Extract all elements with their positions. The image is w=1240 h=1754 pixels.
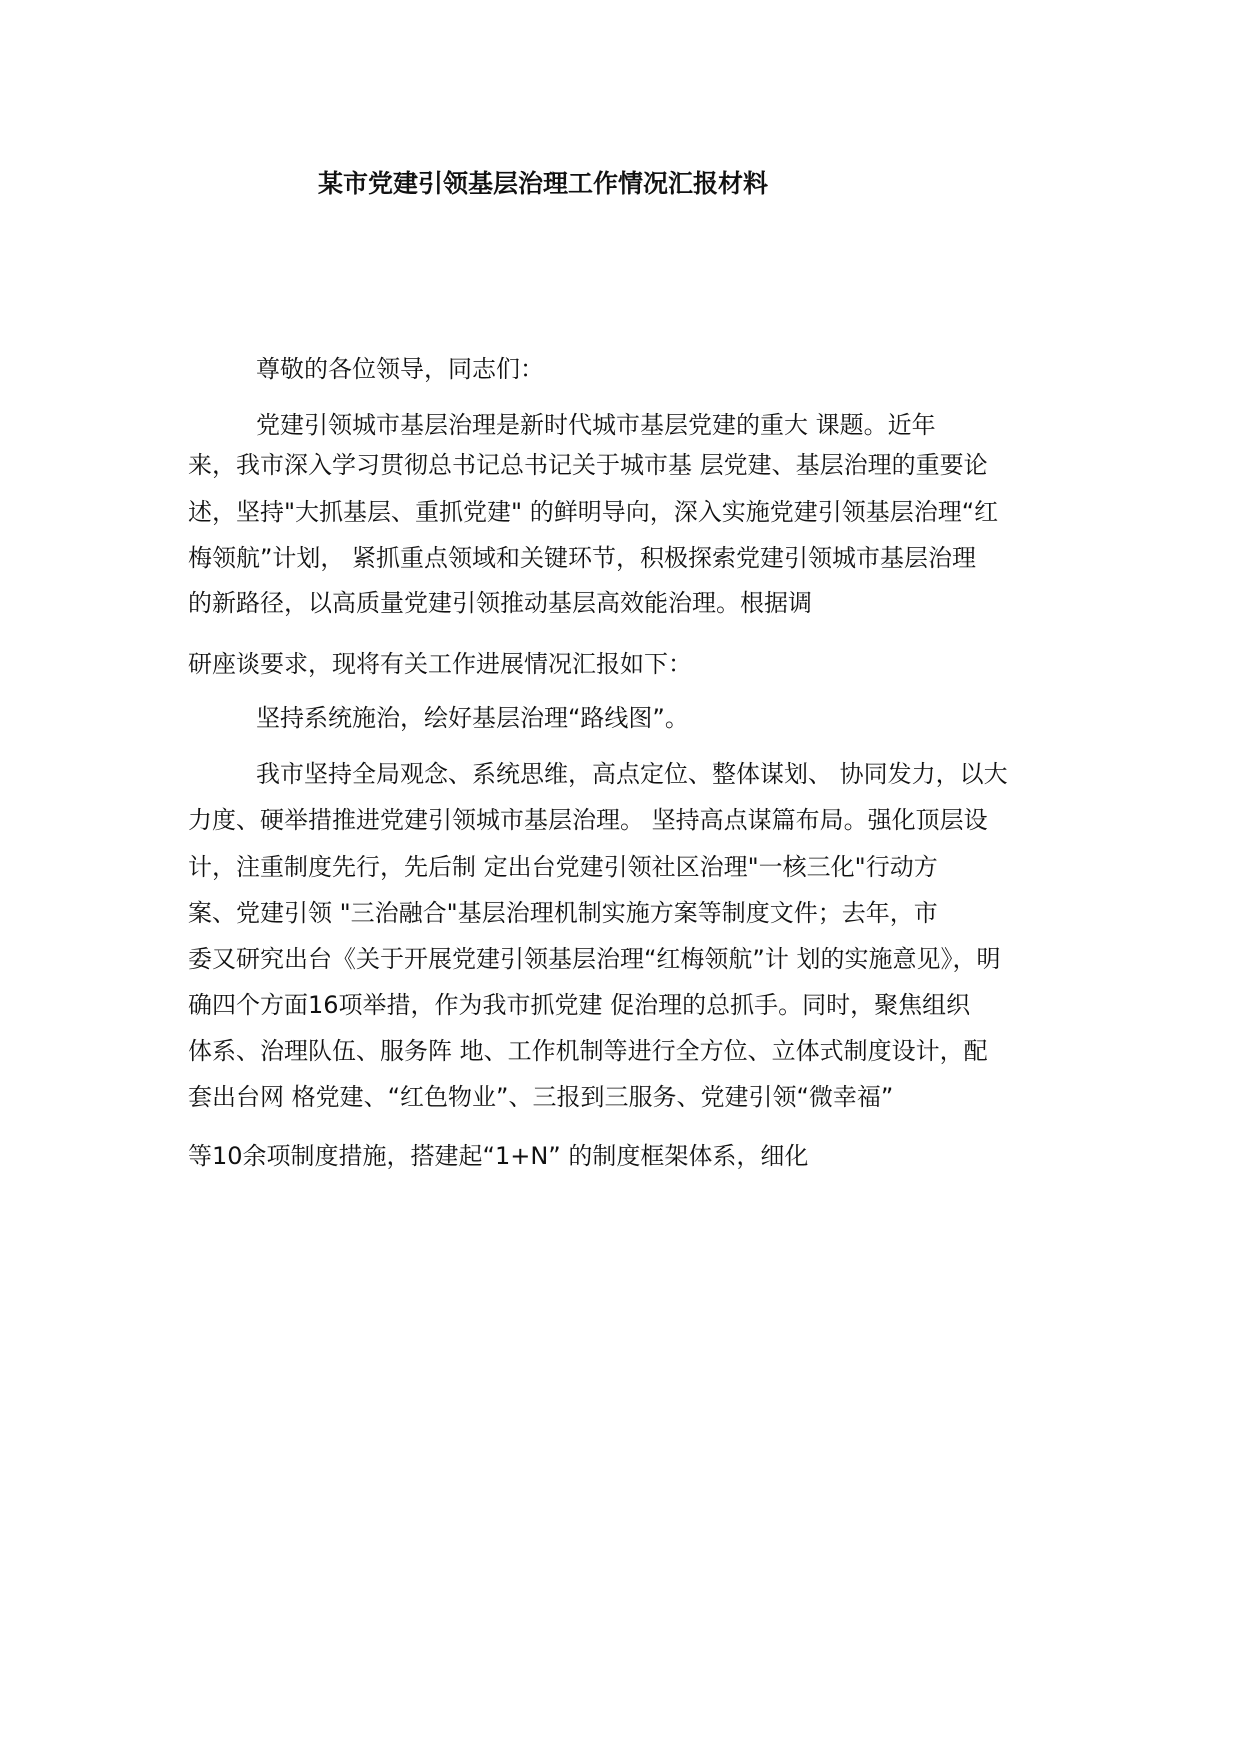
- body-line: 来，我市深入学习贯彻总书记总书记关于城市基 层党建、基层治理的重要论: [188, 451, 988, 479]
- body-line: 委又研究出台《关于开展党建引领基层治理“红梅领航”计 划的实施意见》，明: [188, 945, 1001, 973]
- document-title: 某市党建引领基层治理工作情况汇报材料: [318, 169, 769, 198]
- body-line: 套出台网 格党建、“红色物业”、三报到三服务、党建引领“微幸福”: [188, 1083, 894, 1111]
- body-line: 体系、治理队伍、服务阵 地、工作机制等进行全方位、立体式制度设计，配: [188, 1037, 988, 1065]
- body-line: 案、党建引领 "三治融合"基层治理机制实施方案等制度文件；去年，市: [188, 899, 938, 927]
- body-line: 党建引领城市基层治理是新时代城市基层党建的重大 课题。近年: [256, 411, 936, 439]
- body-line: 述，坚持"大抓基层、重抓党建" 的鲜明导向，深入实施党建引领基层治理“红: [188, 498, 999, 526]
- body-line: 等10余项制度措施，搭建起“1+N” 的制度框架体系，细化: [188, 1142, 809, 1170]
- body-line: 计，注重制度先行，先后制 定出台党建引领社区治理"一核三化"行动方: [188, 853, 938, 881]
- body-line: 我市坚持全局观念、系统思维，高点定位、整体谋划、 协同发力，以大: [256, 760, 1008, 788]
- section-heading: 坚持系统施治，绘好基层治理“路线图”。: [256, 704, 689, 732]
- body-line: 确四个方面16项举措，作为我市抓党建 促治理的总抓手。同时，聚焦组织: [188, 991, 971, 1019]
- body-line: 研座谈要求，现将有关工作进展情况汇报如下：: [188, 650, 692, 678]
- body-line: 力度、硬举措推进党建引领城市基层治理。 坚持高点谋篇布局。强化顶层设: [188, 806, 988, 834]
- salutation-line: 尊敬的各位领导，同志们：: [256, 355, 544, 383]
- body-line: 梅领航”计划， 紧抓重点领域和关键环节，积极探索党建引领城市基层治理: [188, 544, 977, 572]
- body-line: 的新路径，以高质量党建引领推动基层高效能治理。根据调: [188, 589, 812, 617]
